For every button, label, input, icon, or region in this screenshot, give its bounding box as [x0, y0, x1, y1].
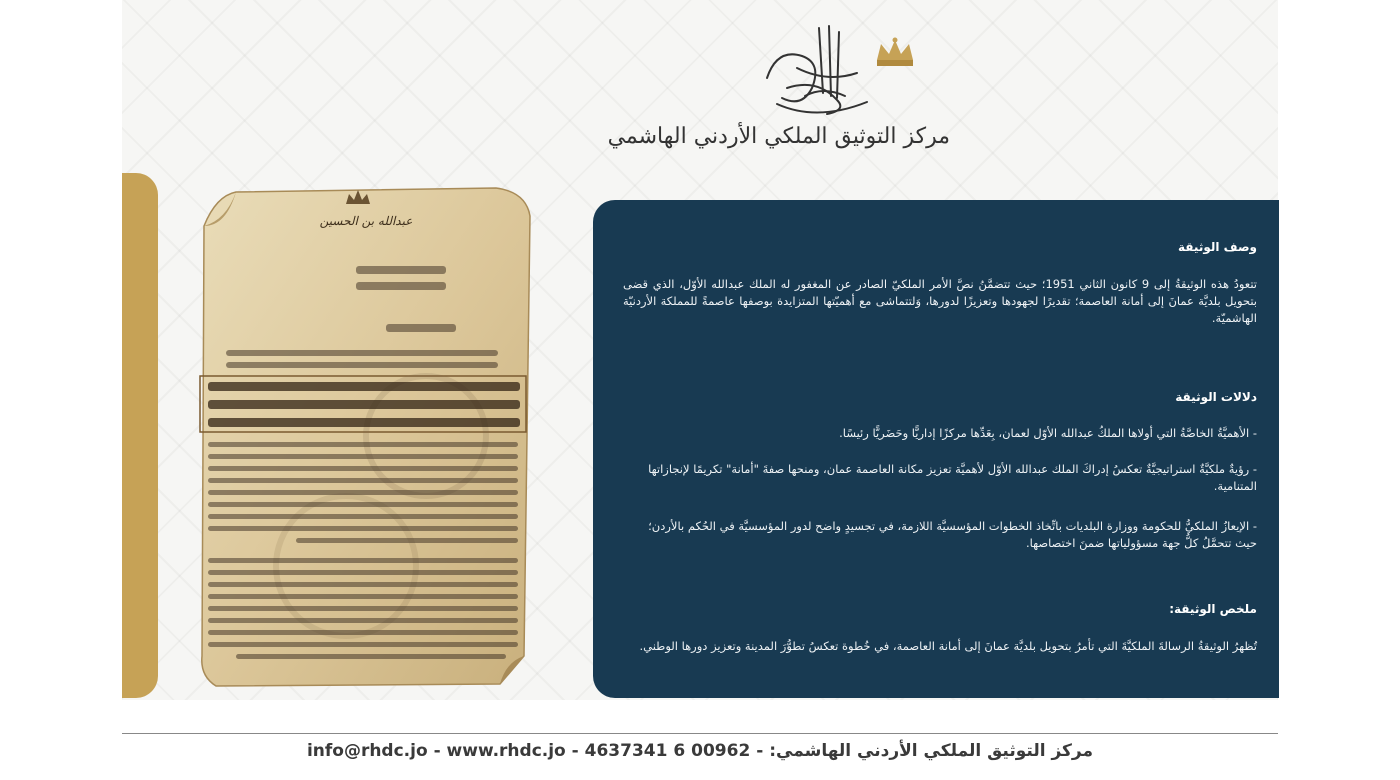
historical-document-image: [196, 186, 532, 688]
document-paper: [196, 186, 532, 688]
footer-separator: -: [433, 741, 441, 761]
footer-area: [122, 700, 1278, 780]
crown-icon: [877, 38, 913, 67]
summary-heading: ملخص الوثيقة:: [1169, 602, 1257, 616]
footer-contact: [122, 741, 1278, 761]
logo-text: مركز التوثيق الملكي الأردني الهاشمي: [607, 124, 950, 149]
gold-accent-tab: [122, 173, 158, 698]
description-heading: وصف الوثيقة: [1178, 240, 1257, 254]
footer-phone: 00962 6 4637341: [584, 741, 751, 761]
summary-text: تُظهرُ الوثيقةُ الرسالةَ الملكيَّةَ التي تأمرُ بتحويل بلديَّة عمانَ إلى أمانة العاصمة، في خُطوة تعكسُ تطوُّرَ المدينة وتعزيز دورها الوطني.: [639, 639, 1257, 653]
significance-item: - رؤيةٌ ملكيَّةٌ استراتيجيَّةٌ تعكسُ إدراكَ الملك عبدالله الأوّل لأهميَّة تعزيز مكانة العاصمة عمان، ومنحها صفةَ "أمانة" تكريمًا لإنجازاتها المتنامية.: [648, 462, 1257, 493]
document-letterhead: عبدالله بن الحسين: [319, 214, 413, 228]
document-info-panel: [593, 200, 1279, 698]
footer-org: مركز التوثيق الملكي الأردني الهاشمي:: [769, 741, 1094, 761]
significance-item: - الإيعازُ الملكيُّ للحكومة ووزارة البلديات باتِّخاذ الخطوات المؤسسيَّة اللازمة، في تجسيدٍ واضح لدور المؤسسيَّة في الحُكم بالأردن؛ حيث تتحمَّلُ كلُّ جهة مسؤولياتها ضمنَ اختصاصها.: [648, 519, 1257, 550]
footer-email[interactable]: info@rhdc.jo: [306, 741, 428, 761]
footer-divider: [122, 733, 1278, 734]
significance-heading: دلالات الوثيقة: [1175, 390, 1257, 404]
footer-separator: -: [756, 741, 764, 761]
description-text: تتعودُ هذه الوثيقةُ إلى 9 كانون الثاني 1951؛ حيث تتضمَّنُ نصَّ الأمر الملكيّ الصادر عن المغفور له الملك عبدالله الأوّل، الذي قضى بتحويل بلديَّة عمانَ إلى أمانة العاصمة؛ تقديرًا لجهودها وتعزيزًا لدورها، وَلتتماشى مع أهميّتها المتزايدة بوصفها عاصمةً للمملكة الأردنيّة الهاشميّة.: [623, 277, 1257, 325]
footer-separator: -: [571, 741, 579, 761]
footer-website[interactable]: www.rhdc.jo: [446, 741, 566, 761]
significance-item: - الأهميَّةُ الخاصَّةُ التي أولاها الملكُ عبدالله الأوّل لعمان، بِعَدِّها مركزًا إداريًّا وحَضَريًّا رئيسًا.: [839, 426, 1257, 440]
